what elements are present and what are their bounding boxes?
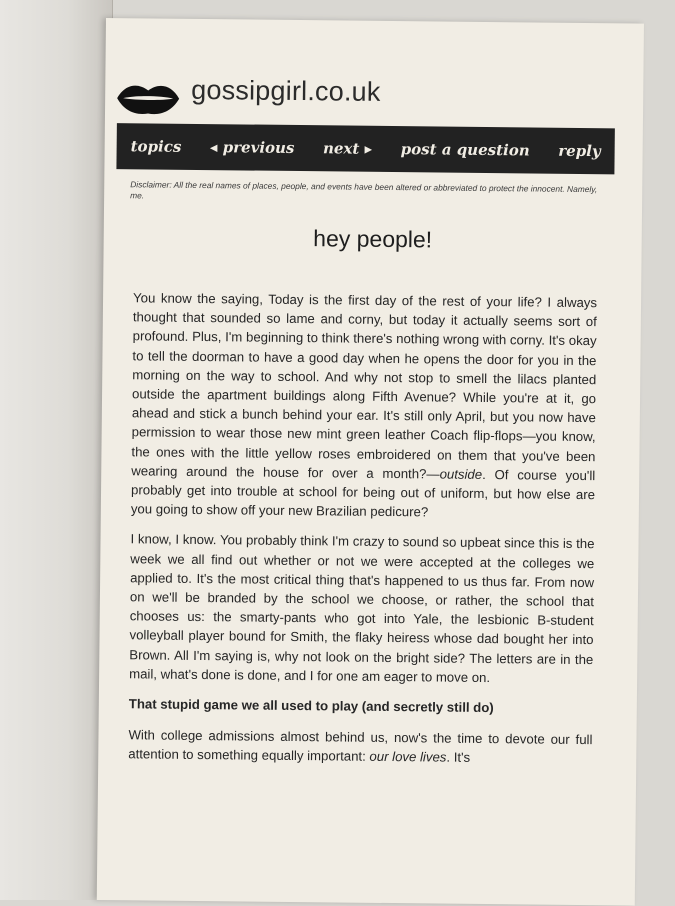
site-name: gossipgirl.co.uk bbox=[191, 74, 381, 107]
book-page bbox=[97, 18, 644, 906]
body-text bbox=[128, 288, 597, 780]
facing-page bbox=[0, 0, 113, 900]
site-header bbox=[115, 70, 615, 125]
section-heading: That stupid game we all used to play (and secretly still do) bbox=[128, 696, 494, 716]
nav-next[interactable]: next ▸ bbox=[322, 139, 373, 158]
page-title: hey people! bbox=[313, 225, 433, 253]
paragraph-2: I know, I know. You probably think I'm crazy to sound so upbeat since this is the week we all find out whether or not we were accepted at the colleges we applied to. It's the most critical thing that's happened to us thus far. From now on we'll be branded by the school we choose, or rather, the school that chooses us: the smarty-pants who got into Yale, the lesbionic B-student volleyball player bound for Smith, the flaky heiress whose dad bought her into Brown. All I'm saying is, why not look on the bright side? The letters are in the mail, what's done is done, and I for one am eager to move on. bbox=[129, 531, 595, 685]
nav-topics[interactable]: topics bbox=[130, 137, 182, 156]
nav-reply[interactable]: reply bbox=[558, 141, 601, 161]
lips-icon bbox=[115, 80, 181, 117]
paragraph-1: You know the saying, Today is the first day of the rest of your life? I always thought that sounded so lame and corny, but today it actually seems sort of profound. Plus, I'm beginning to think there's nothing wrong with corny. It's okay to tell the doorman to have a good day when he opens the door for you in the morning on the way to school. And why not stop to smell the lilacs planted outside the apartment buildings along Fifth Avenue? While you're at it, go ahead and stick a bunch behind your ear. It's still only April, but you now have permission to wear those new mint green leather Coach flip-flops—you know, the ones with the little yellow roses embroidered on them that you've been wearing around the house for over a month?—outside. Of course you'll probably get into trouble at school for being out of uniform, but how else are you going to show off your new Brazilian pedicure? bbox=[130, 290, 598, 520]
paragraph-3: With college admissions almost behind us, now's the time to devote our full attention to something equally important: our love lives. It's bbox=[128, 727, 593, 766]
nav-bar bbox=[116, 123, 614, 174]
nav-post-question[interactable]: post a question bbox=[400, 140, 530, 160]
nav-previous[interactable]: ◂ previous bbox=[209, 138, 295, 157]
disclaimer: Disclaimer: All the real names of places, people, and events have been altered or abbreviated to protect the innocent. Namely, me. bbox=[130, 179, 598, 201]
